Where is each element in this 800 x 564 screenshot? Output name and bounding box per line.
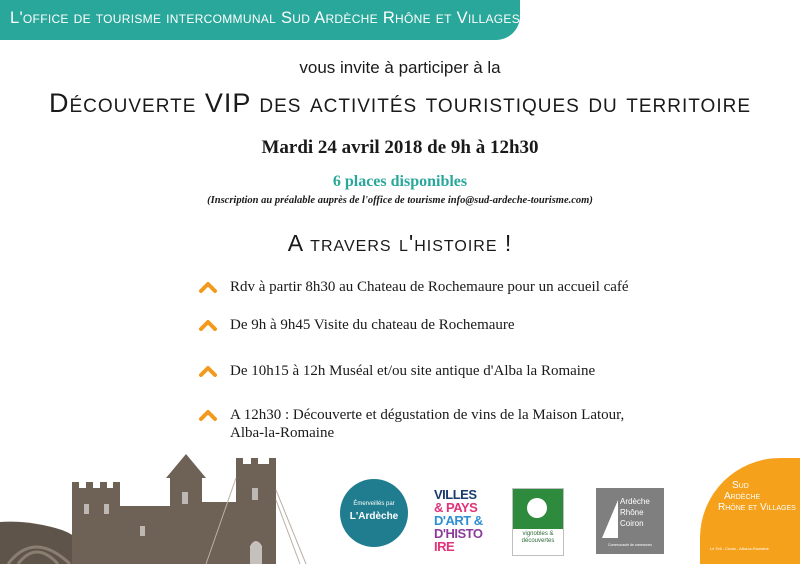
ardeche-rhone-coiron-logo: Ardèche Rhône Coiron Communauté de communes (596, 488, 664, 554)
header-banner (0, 0, 520, 40)
grape-leaf-icon (513, 489, 563, 529)
invite-text: vous invite à participer à la (299, 58, 501, 77)
program-item-text: A 12h30 : Découverte et dégustation de vins de la Maison Latour, Alba-la-Romaine (230, 407, 625, 441)
section-subtitle: A travers l'histoire ! (287, 230, 513, 256)
chevron-up-icon (199, 319, 217, 331)
villes-art-histoire-logo: VILLES & PAYS D'ART & D'HISTO IRE (434, 488, 483, 554)
banner-text: L'office de tourisme intercommunal Sud Ardèche Rhône et Villages (10, 9, 521, 27)
program-item-text: De 10h15 à 12h Muséal et/ou site antique d'Alba la Romaine (230, 363, 596, 379)
castle-illustration (0, 448, 310, 564)
sud-ardeche-logo: Sud Ardèche Rhône et Villages Le Teil - Cruas - Alba-la-Romaine (700, 458, 800, 564)
chevron-up-icon (199, 365, 217, 377)
places-available: 6 places disponibles (332, 173, 468, 190)
chevron-up-icon (199, 409, 217, 421)
program-item-text: Rdv à partir 8h30 au Chateau de Rochemaure pour un accueil café (230, 279, 629, 295)
event-date: Mardi 24 avril 2018 de 9h à 12h30 (261, 137, 539, 158)
vignobles-decouvertes-logo: vignobles & découvertes (512, 488, 564, 556)
chevron-up-icon (199, 281, 217, 293)
inscription-note: (Inscription au préalable auprès de l'office de tourisme info@sud-ardeche-tourisme.com) (207, 195, 593, 206)
emerveilles-logo: Émerveillés par L'Ardèche (340, 479, 408, 547)
program-item-text: De 9h à 9h45 Visite du chateau de Rochemaure (230, 317, 515, 333)
coiron-shape-icon (600, 498, 620, 538)
event-title: Découverte VIP des activités touristiques du territoire (48, 88, 751, 118)
